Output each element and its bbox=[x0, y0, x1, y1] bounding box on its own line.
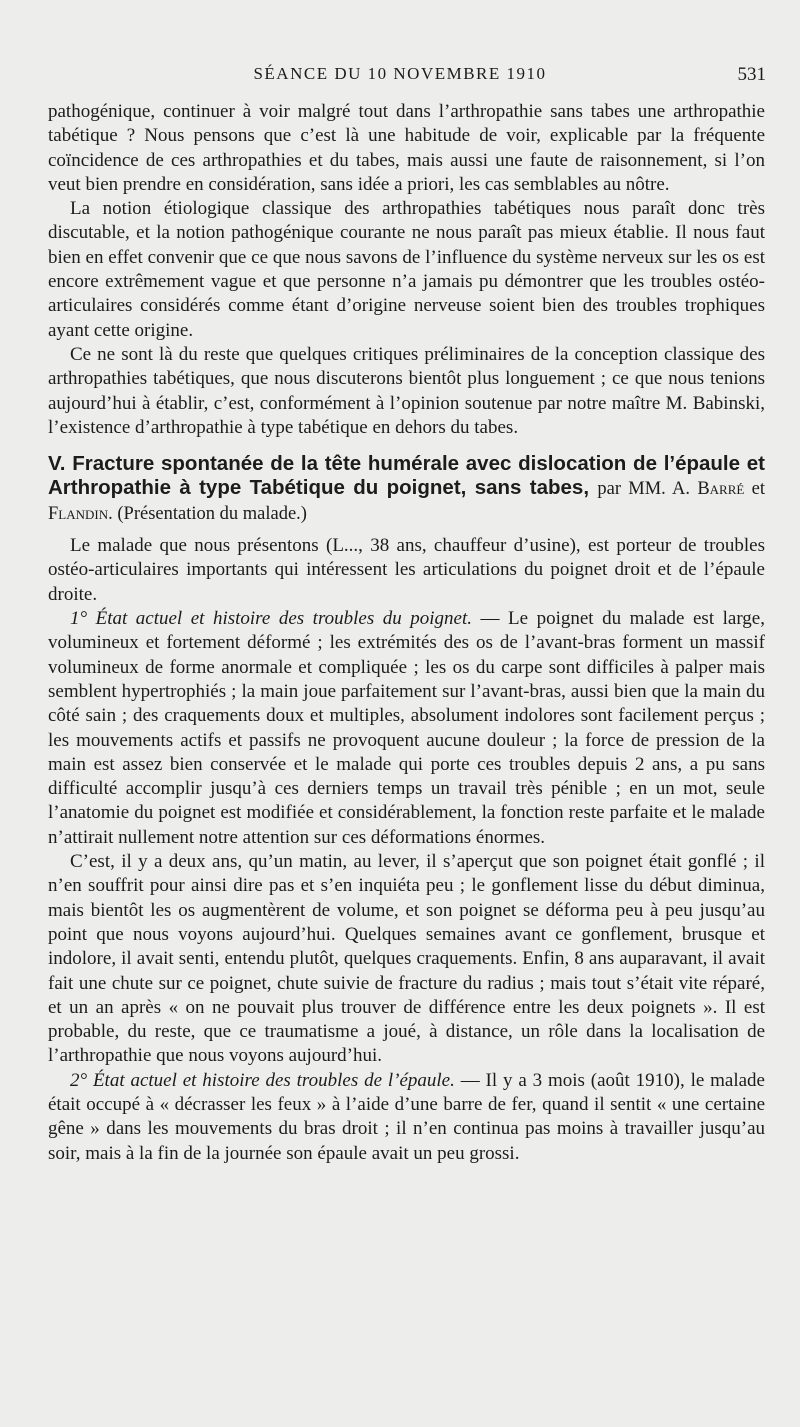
running-header bbox=[0, 64, 800, 92]
section-title-text: Fracture spontanée de la tête humérale avec dislocation de l’épaule et Arthropathie à type Tabétique du poignet, sans tabes, bbox=[48, 452, 765, 500]
paragraph-continuation: pathogénique, continuer à voir malgré tout dans l’arthropathie sans tabes une arthropathie tabétique ? Nous pensons que c’est là une habitude de voir, explicable par la fréquente coïncidence de ces arthropathies et du tabes, mais aussi une faute de raisonnement, si l’on veut bien prendre en considération, sans idée a priori, les cas semblables au nôtre. bbox=[48, 101, 765, 195]
page-number: 531 bbox=[737, 64, 766, 85]
section-heading bbox=[48, 452, 765, 526]
author-barre: Barré bbox=[697, 479, 745, 500]
paragraph-shoulder bbox=[48, 1069, 765, 1166]
paragraph-critique: Ce ne sont là du reste que quelques critiques préliminaires de la conception classique des arthropathies tabétiques, que nous discuterons bientôt plus longuement ; ce que nous tenions aujourd’hui à établir, c’est, conformément à l’opinion soutenue par notre maître M. Babinski, l’existence d’arthropathie à type tabétique en dehors du tabes. bbox=[48, 343, 765, 438]
byline-prefix: par MM. A. bbox=[597, 479, 691, 500]
running-title: SÉANCE DU 10 NOVEMBRE 1910 bbox=[253, 64, 547, 83]
byline-suffix: . (Présentation du malade.) bbox=[108, 504, 307, 525]
paragraph-intro: Le malade que nous présentons (L..., 38 ans, chauffeur d’usine), est porteur de troubles ostéo-articulaires importants qui intéressent les articulations du poignet droit et de l’épaule droite. bbox=[48, 535, 765, 605]
shoulder-heading: 2° État actuel et histoire des troubles de l’épaule. bbox=[70, 1069, 455, 1091]
byline-mid: et bbox=[751, 479, 765, 500]
section-number: V. bbox=[48, 452, 66, 476]
paragraph-etiology: La notion étiologique classique des arthropathies tabétiques nous paraît donc très discutable, et la notion pathogénique courante ne nous paraît pas mieux établie. Il nous faut bien en effet convenir que ce que nous savons de l’influence du système nerveux sur les os est encore extrêmement vague et que personne n’a jamais pu démontrer que les troubles ostéo-articulaires considérés comme étant d’origine nerveuse soient bien des troubles trophiques ayant cette origine. bbox=[48, 198, 765, 341]
article-body bbox=[48, 100, 765, 1166]
paragraph-wrist bbox=[48, 607, 765, 850]
shoulder-text: — Il y a 3 mois (août 1910), le malade était occupé à « décrasser les feux » à l’aide d’une barre de fer, quand il sentit « une certaine gêne » dans les mouvements du bras droit ; il n’en continua pas moins à travailler jusqu’au soir, mais à la fin de la journée son épaule avait un peu grossi. bbox=[48, 1069, 765, 1164]
author-flandin: Flandin bbox=[48, 504, 109, 525]
paragraph-wrist-history: C’est, il y a deux ans, qu’un matin, au lever, il s’aperçut que son poignet était gonflé ; il n’en souffrit pour ainsi dire pas et s’en inquiéta peu ; le gonflement lisse du début diminua, mais bientôt les os augmentèrent de volume, et son poignet se déforma peu à peu jusqu’au point que nous voyons aujourd’hui. Quelques semaines avant ce gonflement, brusque et indolore, il avait senti, entendu plutôt, quelques craquements. Enfin, 8 ans auparavant, il avait fait une chute sur ce poignet, chute suivie de fracture du radius ; mais tout s’était vite réparé, et un an après « on ne pouvait plus trouver de différence entre les deux poignets ». Il est probable, du reste, que ce traumatisme a joué, à distance, un rôle dans la localisation de l’arthropathie que nous voyons aujourd’hui. bbox=[48, 851, 765, 1067]
wrist-heading: 1° État actuel et histoire des troubles du poignet. bbox=[70, 608, 473, 630]
wrist-text: — Le poignet du malade est large, volumineux et fortement déformé ; les extrémités des os de l’avant-bras forment un massif volumineux de forme anormale et compliquée ; les os du carpe sont difficiles à palper mais semblent hypertrophiés ; la main joue parfaitement sur l’avant-bras, aussi bien que la main du côté sain ; des craquements doux et multiples, absolument indolores sont facilement perçus ; les mouvements actifs et passifs ne provoquent aucune douleur ; la force de pression de la main est assez bien conservée et le malade qui porte ces troubles depuis 2 ans, a pu sans difficulté accomplir jusqu’à ces derniers temps un travail très pénible ; en un mot, seule l’anatomie du poignet est modifiée et considérablement, la fonction reste parfaite et le malade n’attirait nullement notre attention sur ces déformations énormes. bbox=[48, 608, 765, 848]
